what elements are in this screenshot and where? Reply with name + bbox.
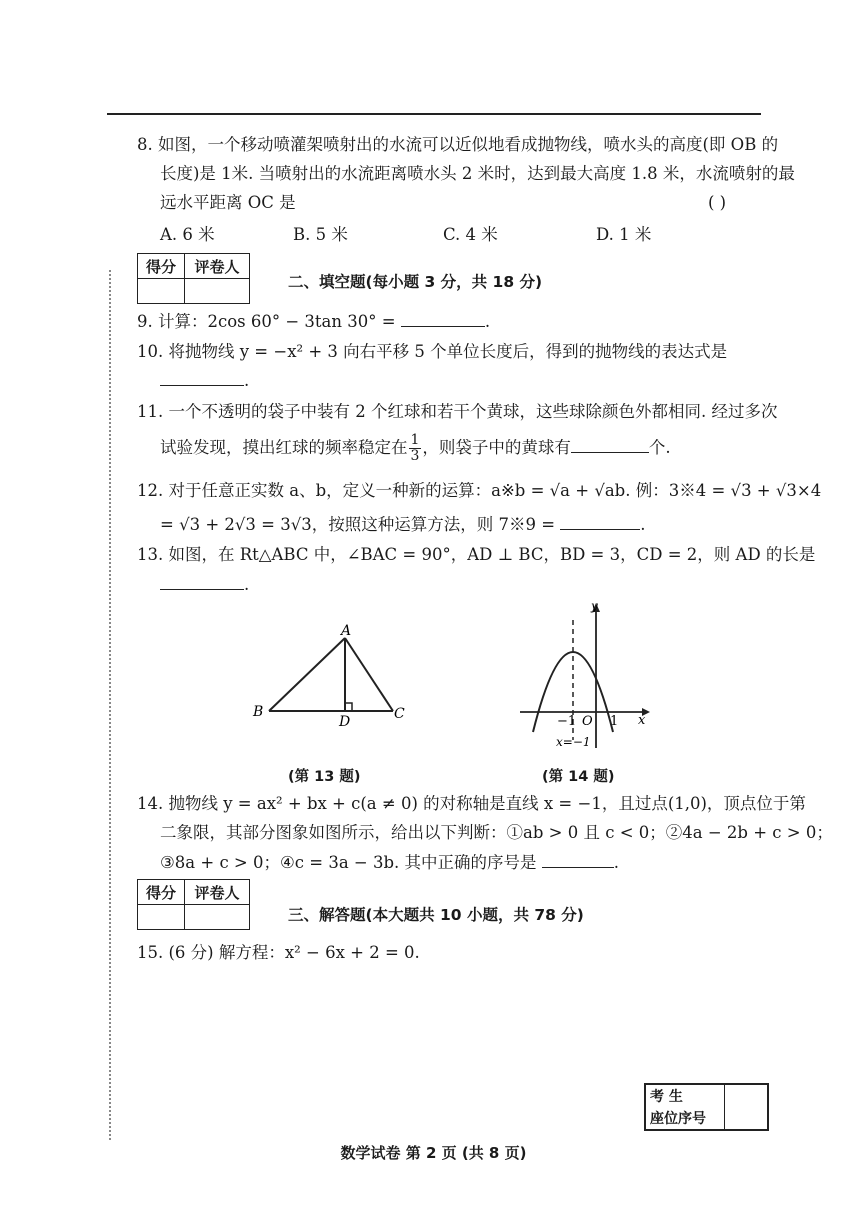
q11-line2-end: 个. — [648, 438, 671, 457]
score-cell[interactable] — [138, 279, 185, 304]
q14-end: . — [613, 853, 620, 872]
q9-end: . — [484, 312, 491, 331]
seat-number-box — [644, 1083, 769, 1131]
grader-cell[interactable] — [185, 279, 250, 304]
grader-label: 评卷人 — [185, 254, 250, 279]
fraction-numerator: 1 — [410, 432, 420, 448]
section2-title: 二、填空题(每小题 3 分，共 18 分) — [288, 273, 543, 291]
q13-end: . — [244, 575, 250, 594]
side-ab — [269, 638, 345, 711]
label-x: x — [638, 713, 646, 728]
q14-answer-blank[interactable] — [542, 853, 614, 868]
q11-answer-blank[interactable] — [571, 438, 649, 453]
side-ac — [345, 638, 393, 711]
q8-line1: 8. 如图，一个移动喷灌架喷射出的水流可以近似地看成抛物线，喷水头的高度(即 OB 的 — [137, 135, 779, 154]
q14-line3-text: ③8a + c > 0；④c = 3a − 3b. 其中正确的序号是 — [160, 853, 537, 872]
score-box-section3 — [137, 879, 250, 930]
binding-margin-line — [109, 270, 111, 1140]
q11-line2-start: 试验发现，摸出红球的频率稳定在 — [160, 438, 408, 457]
label-origin: O — [582, 714, 593, 729]
q14-line1: 14. 抛物线 y = ax² + bx + c(a ≠ 0) 的对称轴是直线 x = −1，且过点(1,0)，顶点位于第 — [137, 794, 806, 813]
q11-line1: 11. 一个不透明的袋子中装有 2 个红球和若干个黄球，这些球除颜色外都相同. 经过多次 — [137, 402, 778, 421]
q13-line1: 13. 如图，在 Rt△ABC 中，∠BAC = 90°，AD ⊥ BC，BD = 3，CD = 2，则 AD 的长是 — [137, 545, 816, 564]
q10-end: . — [244, 371, 250, 390]
grader-cell[interactable] — [185, 905, 250, 930]
right-angle-mark — [345, 703, 352, 711]
figure-14-parabola — [512, 600, 662, 750]
q10-answer-line — [160, 370, 249, 392]
score-label: 得分 — [138, 880, 185, 905]
score-cell[interactable] — [138, 905, 185, 930]
q14-line3 — [160, 852, 619, 874]
top-rule — [107, 113, 761, 115]
score-box-section2 — [137, 253, 250, 304]
fraction-denominator: 3 — [410, 448, 420, 464]
q8-option-c: C. 4 米 — [443, 225, 498, 244]
grader-label: 评卷人 — [185, 880, 250, 905]
q11-line2-mid: ，则袋子中的黄球有 — [422, 438, 571, 457]
q9-text — [137, 311, 490, 333]
q12-line2 — [160, 514, 646, 536]
q8-option-b: B. 5 米 — [293, 225, 348, 244]
q8-line2: 长度)是 1米. 当喷射出的水流距离喷水头 2 米时，达到最大高度 1.8 米，水流喷射的最 — [160, 164, 795, 183]
seat-label-line1: 考 生 — [645, 1084, 725, 1107]
q12-answer-blank[interactable] — [560, 515, 640, 530]
q9-answer-blank[interactable] — [401, 312, 485, 327]
label-a: A — [341, 623, 352, 639]
q13-answer-line — [160, 574, 249, 596]
q12-line1: 12. 对于任意正实数 a、b，定义一种新的运算：a※b = √a + √ab. 例：3※4 = √3 + √3×4 — [137, 481, 822, 500]
q8-answer-paren: ( ) — [708, 193, 727, 212]
section3-title: 三、解答题(本大题共 10 小题，共 78 分) — [288, 906, 584, 924]
label-neg1: −1 — [557, 714, 577, 729]
q10-answer-blank[interactable] — [160, 371, 244, 386]
q13-answer-blank[interactable] — [160, 575, 244, 590]
q8-option-a: A. 6 米 — [160, 225, 215, 244]
q9-prompt: 9. 计算：2cos 60° − 3tan 30° = — [137, 312, 396, 331]
q11-fraction — [409, 433, 422, 464]
q14-line2: 二象限，其部分图象如图所示，给出以下判断：①ab > 0 且 c < 0；②4a − 2b + c > 0； — [160, 823, 833, 842]
q10-line1: 10. 将抛物线 y = −x² + 3 向右平移 5 个单位长度后，得到的抛物线的表达式是 — [137, 342, 728, 361]
label-symmetry-axis: x=−1 — [556, 735, 591, 749]
q8-option-d: D. 1 米 — [596, 225, 652, 244]
score-label: 得分 — [138, 254, 185, 279]
figure-13-caption: (第 13 题) — [288, 769, 361, 785]
label-c: C — [394, 706, 405, 722]
figure-13-triangle — [245, 620, 415, 730]
q15-text: 15. (6 分) 解方程：x² − 6x + 2 = 0. — [137, 943, 420, 962]
q8-line3: 远水平距离 OC 是 — [160, 193, 296, 212]
label-y: y — [591, 600, 598, 613]
label-b: B — [253, 704, 264, 720]
q12-end: . — [640, 515, 646, 534]
label-d: D — [339, 714, 351, 730]
figure-14-caption: (第 14 题) — [542, 769, 615, 785]
q12-line2-text: = √3 + 2√3 = 3√3，按照这种运算方法，则 7※9 = — [160, 515, 556, 534]
seat-number-cell[interactable] — [725, 1084, 769, 1130]
q11-line2 — [160, 430, 671, 466]
label-pos1: 1 — [610, 714, 619, 729]
page-footer: 数学试卷 第 2 页 (共 8 页) — [340, 1144, 527, 1162]
seat-label-line2: 座位序号 — [645, 1107, 725, 1130]
